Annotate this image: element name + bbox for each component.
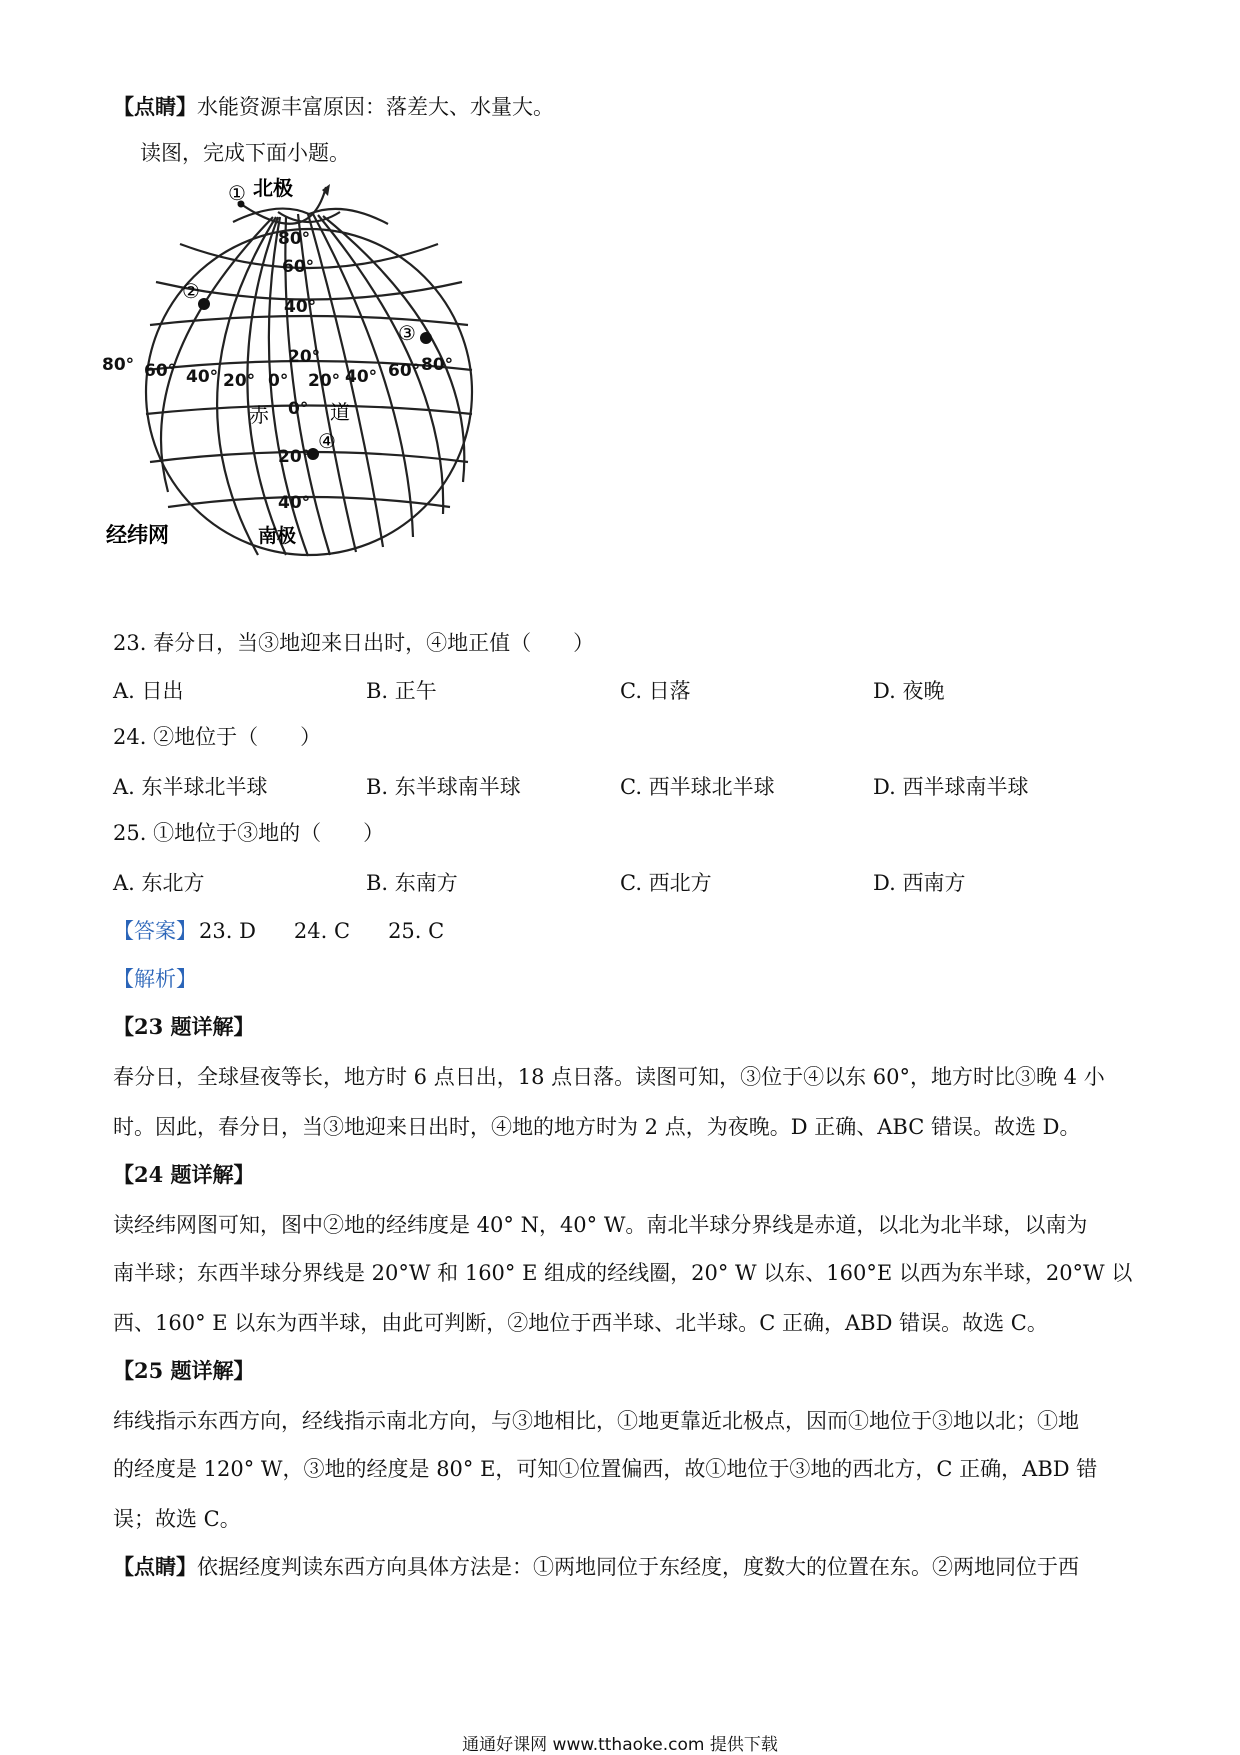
equator-label-left: 赤	[249, 403, 269, 427]
point-2-label: ②	[182, 279, 200, 303]
page-footer: 通通好课网 www.tthaoke.com 提供下载	[462, 1735, 778, 1755]
lon-label-40e: 40°	[345, 367, 378, 387]
lon-label-20w: 20°	[223, 371, 256, 391]
q24-option-a: A. 东半球北半球	[113, 775, 268, 799]
figure-caption: 经纬网	[106, 523, 169, 547]
lon-label-80w: 80°	[102, 355, 135, 375]
detail-24-title: 【24 题详解】	[113, 1162, 255, 1187]
lat-label-40s: 40°	[278, 493, 311, 513]
answer-23: 23. D	[199, 919, 256, 943]
q23-option-d: D. 夜晚	[873, 679, 945, 703]
lon-label-20e: 20°	[308, 371, 341, 391]
point-4-label: ④	[318, 429, 336, 453]
final-tip	[113, 1552, 1079, 1582]
south-pole-label: 南极	[258, 525, 297, 547]
intro-tip	[113, 92, 554, 122]
lat-label-60: 60°	[282, 257, 315, 277]
final-tip-tag: 【点睛】	[113, 1554, 197, 1579]
lon-label-60e: 60°	[388, 361, 421, 381]
north-pole-label: 北极	[253, 176, 293, 200]
lat-label-40: 40°	[284, 297, 317, 317]
lon-label-80e: 80°	[421, 355, 454, 375]
q23-option-c: C. 日落	[620, 679, 691, 703]
lon-label-40w: 40°	[186, 367, 219, 387]
point-3-marker	[420, 332, 432, 344]
q24-option-d: D. 西半球南半球	[873, 775, 1029, 799]
detail-23-title: 【23 题详解】	[113, 1014, 255, 1039]
prompt-text: 读图，完成下面小题。	[140, 141, 350, 165]
q23-option-b: B. 正午	[366, 679, 437, 703]
q25-option-c: C. 西北方	[620, 871, 712, 895]
lat-label-0: 0°	[288, 399, 309, 419]
q24-option-b: B. 东半球南半球	[366, 775, 521, 799]
point-3-label: ③	[398, 321, 416, 345]
q24-option-c: C. 西半球北半球	[620, 775, 775, 799]
point-1-label: ①	[228, 181, 246, 205]
answer-24: 24. C	[293, 919, 351, 943]
lat-label-80: 80°	[278, 229, 311, 249]
detail-23-line-1: 春分日，全球昼夜等长，地方时 6 点日出，18 点日落。读图可知，③位于④以东 60°，地方时比③晚 4 小	[113, 1065, 1105, 1089]
question-23-stem: 23. 春分日，当③地迎来日出时，④地正值（ ）	[113, 631, 595, 655]
detail-25-title: 【25 题详解】	[113, 1358, 255, 1383]
equator-label-right: 道	[330, 400, 350, 424]
detail-25-line-1: 纬线指示东西方向，经线指示南北方向，与③地相比，①地更靠近北极点，因而①地位于③地以北；①地	[113, 1409, 1079, 1433]
detail-23-line-2: 时。因此，春分日，当③地迎来日出时，④地的地方时为 2 点，为夜晚。D 正确、ABC 错误。故选 D。	[113, 1115, 1081, 1139]
detail-24-line-3: 西、160° E 以东为西半球，由此可判断，②地位于西半球、北半球。C 正确，ABD 错误。故选 C。	[113, 1311, 1048, 1335]
lon-label-0: 0°	[268, 371, 289, 391]
q25-option-d: D. 西南方	[873, 871, 966, 895]
answer-tag: 【答案】	[113, 919, 197, 943]
lat-label-20n: 20°	[288, 347, 321, 367]
detail-25-line-3: 误；故选 C。	[113, 1507, 241, 1531]
answer-25: 25. C	[388, 919, 445, 943]
lon-label-60w: 60°	[144, 361, 177, 381]
answer-line	[113, 916, 482, 946]
question-25-stem: 25. ①地位于③地的（ ）	[113, 821, 385, 845]
question-24-stem: 24. ②地位于（ ）	[113, 725, 322, 749]
graticule-figure	[102, 176, 508, 612]
tip-tag: 【点睛】	[113, 94, 197, 119]
analysis-tag: 【解析】	[113, 967, 197, 991]
q25-option-a: A. 东北方	[113, 871, 205, 895]
tip-text: 水能资源丰富原因：落差大、水量大。	[197, 95, 554, 119]
q23-option-a: A. 日出	[113, 679, 184, 703]
detail-25-line-2: 的经度是 120° W，③地的经度是 80° E，可知①位置偏西，故①地位于③地的西北方，C 正确，ABD 错	[113, 1457, 1098, 1481]
final-tip-text: 依据经度判读东西方向具体方法是：①两地同位于东经度，度数大的位置在东。②两地同位于西	[197, 1555, 1079, 1579]
lat-label-20s: 20°	[278, 447, 311, 467]
detail-24-line-1: 读经纬网图可知，图中②地的经纬度是 40° N，40° W。南北半球分界线是赤道，以北为北半球，以南为	[113, 1213, 1088, 1237]
q25-option-b: B. 东南方	[366, 871, 458, 895]
detail-24-line-2: 南半球；东西半球分界线是 20°W 和 160° E 组成的经线圈，20° W 以东、160°E 以西为东半球，20°W 以	[113, 1261, 1133, 1285]
